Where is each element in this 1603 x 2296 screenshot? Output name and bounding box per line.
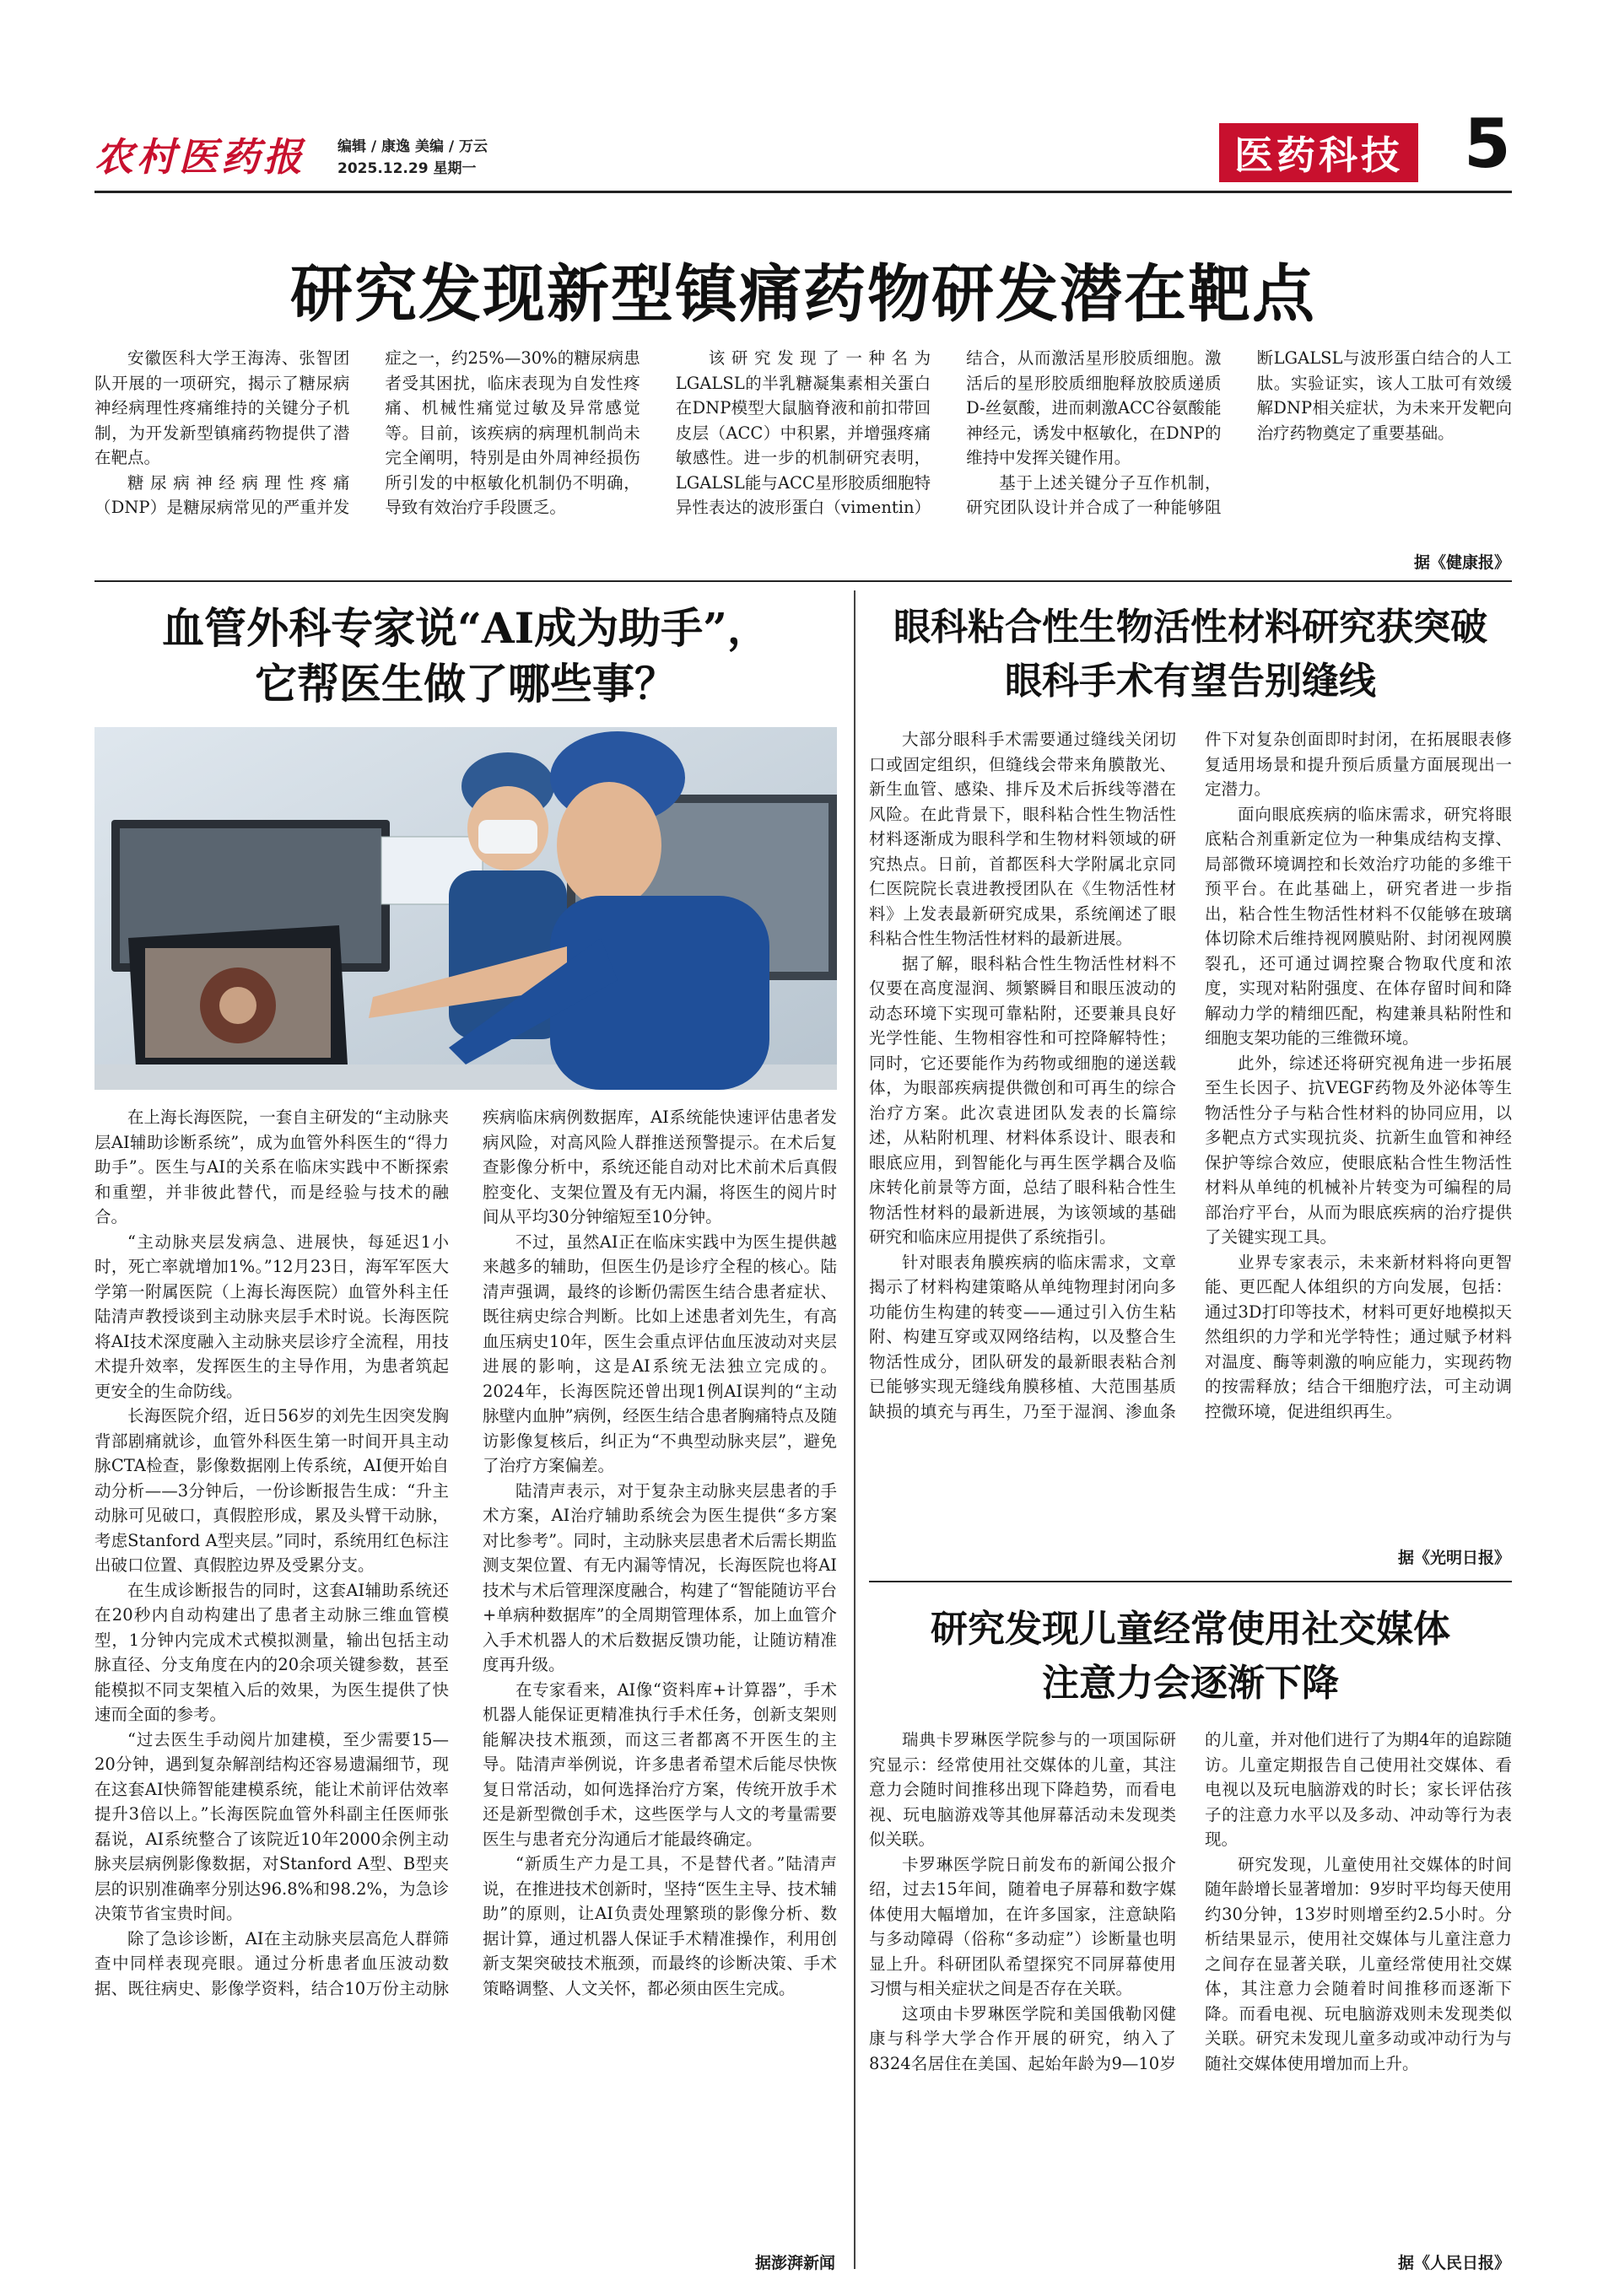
article1-paragraph: 糖尿病神经病理性疼痛（DNP）是糖尿病常见的严重并发症之一，约25%—30%的糖尿病患者受其困扰，临床表现为自发性疼痛、机械性痛觉过敏及异常感觉等。目前，该疾病的病理机制尚未完全阐明，特别是由外周神经损伤所引发的中枢敏化机制仍不明确，导致有效治疗手段匮乏。 (94, 348, 640, 517)
article2-photo (94, 727, 837, 1090)
article3-paragraph: 面向眼底疾病的临床需求，研究将眼底粘合剂重新定位为一种集成结构支撑、局部微环境调控和长效治疗功能的多维干预平台。在此基础上，研究者进一步指出，粘合性生物活性材料不仅能够在玻璃体切除术后维持视网膜贴附、封闭视网膜裂孔，还可通过调控聚合物取代度和浓度，实现对粘附强度、在体存留时间和降解动力学的精细匹配，构建兼具粘附性和细胞支架功能的三维微环境。 (1205, 804, 1512, 1048)
article4-body (869, 1727, 1512, 2242)
article2-paragraph: 除了急诊诊断，AI在主动脉夹层高危人群筛查中同样表现亮眼。通过分析患者血压波动数据、既往病史、影像学资料，结合10万份主动脉疾病临床病例数据库，AI系统能快速评估患者发病风险，对高风险人群推送预警提示。在术后复查影像分析中，系统还能自动对比术前术后真假腔变化、支架位置及有无内漏，将医生的阅片时间从平均30分钟缩短至10分钟。 (94, 1108, 837, 1998)
article2-title (94, 601, 837, 712)
article1-body (94, 346, 1512, 582)
article3-paragraph: 据了解，眼科粘合性生物活性材料不仅要在高度湿润、频繁瞬目和眼压波动的动态环境下实现可靠粘附，还要兼具良好光学性能、生物相容性和可控降解特性；同时，它还要能作为药物或细胞的递送载体，为眼部疾病提供微创和可再生的综合治疗方案。此次袁进团队发表的长篇综述，从粘附机理、材料体系设计、眼表和眼底应用，到智能化与再生医学耦合及临床转化前景等方面，总结了眼科粘合性生物活性材料的最新进展，为该领域的基础研究和临床应用提供了系统指引。 (869, 953, 1176, 1247)
article2-source: 据澎湃新闻 (754, 2254, 835, 2272)
editor-credits: 编辑 / 康逸 美编 / 万云 (337, 138, 488, 155)
article2-paragraph: 陆清声表示，对于复杂主动脉夹层患者的手术方案，AI治疗辅助系统会为医生提供“多方案对比参考”。同时，主动脉夹层患者术后需长期监测支架位置、有无内漏等情况，长海医院也将AI技术与术后管理深度融合，构建了“智能随访平台+单病种数据库”的全周期管理体系，加上血管介入手术机器人的术后数据反馈功能，让随访精准度再升级。 (483, 1480, 837, 1674)
article4-title-line1: 研究发现儿童经常使用社交媒体 (931, 1608, 1450, 1651)
article4-paragraph: 研究发现，儿童使用社交媒体的时间随年龄增长显著增加：9岁时平均每天使用约30分钟，13岁时则增至约2.5小时。分析结果显示，使用社交媒体与儿童注意力之间存在显著关联，儿童经常使用社交媒体，其注意力会随着时间推移而逐渐下降。而看电视、玩电脑游戏则未发现类似关联。研究未发现儿童多动或冲动行为与随社交媒体使用增加而上升。 (1205, 1854, 1512, 2073)
article2-paragraph: 长海医院介绍，近日56岁的刘先生因突发胸背部剧痛就诊，血管外科医生第一时间开具主动脉CTA检查，影像数据刚上传系统，AI便开始自动分析——3分钟后，一份诊断报告生成：“升主动脉可见破口，真假腔形成，累及头臂干动脉，考虑Stanford A型夹层。”同时，系统用红色标注出破口位置、真假腔边界及受累分支。 (94, 1406, 449, 1575)
section-divider (94, 580, 1512, 582)
section-divider (869, 1581, 1512, 1582)
article2-paragraph: 在上海长海医院，一套自主研发的“主动脉夹层AI辅助诊断系统”，成为血管外科医生的“得力助手”。医生与AI的关系在临床实践中不断探索和重塑，并非彼此替代，而是经验与技术的融合。 (94, 1108, 449, 1226)
article1-source: 据《健康报》 (1413, 553, 1510, 572)
article3-source: 据《光明日报》 (1397, 1549, 1510, 1567)
masthead-rule (94, 191, 1512, 193)
article2-paragraph: “新质生产力是工具，不是替代者。”陆清声说，在推进技术创新时，坚持“医生主导、技术辅助”的原则，让AI负责处理繁琐的影像分析、数据计算，通过机器人保证手术精准操作，利用创新支架突破技术瓶颈，而最终的诊断决策、手术策略调整、人文关怀，都必须由医生完成。 (483, 1854, 837, 1998)
article3-paragraph: 业界专家表示，未来新材料将向更智能、更匹配人体组织的方向发展，包括：通过3D打印等技术，材料可更好地模拟天然组织的力学和光学特性；通过赋予材料对温度、酶等刺激的响应能力，实现药物的按需释放；结合干细胞疗法，可主动调控微环境，促进组织再生。 (1205, 1252, 1512, 1421)
article2-paragraph: 不过，虽然AI正在临床实践中为医生提供越来越多的辅助，但医生仍是诊疗全程的核心。陆清声强调，最终的诊断仍需医生结合患者症状、既往病史综合判断。比如上述患者刘先生，有高血压病史10年，医生会重点评估血压波动对夹层进展的影响，这是AI系统无法独立完成的。2024年，长海医院还曾出现1例AI误判的“主动脉壁内血肿”病例，经医生结合患者胸痛特点及随访影像复核后，纠正为“不典型动脉夹层”，避免了治疗方案偏差。 (483, 1232, 837, 1475)
article2-title-line2: 它帮医生做了哪些事？ (255, 659, 677, 709)
newspaper-logo: 农村医药报 (94, 134, 305, 180)
article1-paragraph: 基于上述关键分子互作机制，研究团队设计并合成了一种能够阻断LGALSL与波形蛋白结合的人工肽。实验证实，该人工肽可有效缓解DNP相关症状，为未来开发靶向治疗药物奠定了重要基础。 (966, 348, 1512, 517)
article2-title-line1: 血管外科专家说“AI成为助手”， (162, 603, 769, 653)
article3-body (869, 727, 1512, 1571)
article2-paragraph: 在专家看来，AI像“资料库+计算器”，手术机器人能保证更精准执行手术任务，创新支架则能解决技术瓶颈，而这三者都离不开医生的主导。陆清声举例说，许多患者希望术后能尽快恢复日常活动，如何选择治疗方案，传统开放手术还是新型微创手术，这些医学与人文的考量需要医生与患者充分沟通后才能最终确定。 (483, 1679, 837, 1849)
article4-title-line2: 注意力会逐渐下降 (1042, 1662, 1339, 1705)
article3-paragraph: 针对眼表角膜疾病的临床需求，文章揭示了材料构建策略从单纯物理封闭向多功能仿生构建的转变——通过引入仿生粘附、构建互穿或双网络结构，以及整合生物活性成分，团队研发的最新眼表粘合剂已能够实现无缝线角膜移植、大范围基质缺损的填充与再生，乃至于湿润、渗血条件下对复杂创面即时封闭，在拓展眼表修复适用场景和提升预后质量方面展现出一定潜力。 (869, 730, 1512, 1421)
article4-paragraph: 卡罗琳医学院日前发布的新闻公报介绍，过去15年间，随着电子屏幕和数字媒体使用大幅增加，在许多国家，注意缺陷与多动障碍（俗称“多动症”）诊断量也明显上升。科研团队希望探究不同屏幕使用习惯与相关症状之间是否存在关联。 (869, 1854, 1176, 1998)
doctor-photo-illustration (94, 727, 837, 1090)
column-divider (854, 590, 855, 2269)
article4-source: 据《人民日报》 (1397, 2254, 1510, 2272)
section-tag: 医药科技 (1219, 123, 1418, 182)
article3-paragraph: 此外，综述还将研究视角进一步拓展至生长因子、抗VEGF药物及外泌体等生物活性分子与粘合性材料的协同应用，以多靶点方式实现抗炎、抗新生血管和神经保护等综合效应，使眼底粘合性生物活性材料从单纯的机械补片转变为可编程的局部治疗平台，从而为眼底疾病的治疗提供了关键实现工具。 (1205, 1053, 1512, 1247)
article3-title-line1: 眼科粘合性生物活性材料研究获突破 (893, 606, 1487, 649)
article4-paragraph: 瑞典卡罗琳医学院参与的一项国际研究显示：经常使用社交媒体的儿童，其注意力会随时间推移出现下降趋势，而看电视、玩电脑游戏等其他屏幕活动未发现类似关联。 (869, 1730, 1176, 1849)
article3-title (869, 601, 1512, 709)
article1-paragraph: 安徽医科大学王海涛、张智团队开展的一项研究，揭示了糖尿病神经病理性疼痛维持的关键分子机制，为开发新型镇痛药物提供了潜在靶点。 (94, 348, 350, 467)
article2-paragraph: “过去医生手动阅片加建模，至少需要15—20分钟，遇到复杂解剖结构还容易遗漏细节，现在这套AI快筛智能建模系统，能让术前评估效率提升3倍以上。”长海医院血管外科副主任医师张磊说，AI系统整合了该院近10年2000余例主动脉夹层病例影像数据，对Stanford A型、B型夹层的识别准确率分别达96.8%和98.2%，为急诊决策节省宝贵时间。 (94, 1729, 449, 1923)
article4-title (869, 1603, 1512, 1711)
article4-paragraph: 这项由卡罗琳医学院和美国俄勒冈健康与科学大学合作开展的研究，纳入了8324名居住在美国、起始年龄为9—10岁的儿童，并对他们进行了为期4年的追踪随访。儿童定期报告自己使用社交媒体、看电视以及玩电脑游戏的时长；家长评估孩子的注意力水平以及多动、冲动等行为表现。 (869, 1730, 1512, 2073)
article2-body (94, 1105, 837, 2269)
article1-paragraph: 该研究发现了一种名为LGALSL的半乳糖凝集素相关蛋白在DNP模型大鼠脑脊液和前扣带回皮层（ACC）中积累，并增强疼痛敏感性。进一步的机制研究表明，LGALSL能与ACC星形胶质细胞特异性表达的波形蛋白（vimentin）结合，从而激活星形胶质细胞。激活后的星形胶质细胞释放胶质递质D-丝氨酸，进而刺激ACC谷氨酸能神经元，诱发中枢敏化，在DNP的维持中发挥关键作用。 (675, 348, 1222, 517)
issue-date: 2025.12.29 星期一 (337, 160, 477, 177)
page-number: 5 (1464, 105, 1511, 183)
article2-paragraph: 在生成诊断报告的同时，这套AI辅助系统还在20秒内自动构建出了患者主动脉三维血管模型，1分钟内完成术式模拟测量，输出包括主动脉直径、分支角度在内的20余项关键参数，甚至能模拟不同支架植入后的效果，为医生提供了快速而全面的参考。 (94, 1580, 449, 1724)
article3-title-line2: 眼科手术有望告别缝线 (1005, 660, 1376, 703)
article2-paragraph: “主动脉夹层发病急、进展快，每延迟1小时，死亡率就增加1%。”12月23日，海军军医大学第一附属医院（上海长海医院）血管外科主任陆清声教授谈到主动脉夹层手术时说。长海医院将AI技术深度融入主动脉夹层诊疗全流程，用技术提升效率，发挥医生的主导作用，为患者筑起更安全的生命防线。 (94, 1232, 449, 1401)
article3-paragraph: 大部分眼科手术需要通过缝线关闭切口或固定组织，但缝线会带来角膜散光、新生血管、感染、排斥及术后拆线等潜在风险。在此背景下，眼科粘合性生物活性材料逐渐成为眼科学和生物材料领域的研究热点。日前，首都医科大学附属北京同仁医院院长袁进教授团队在《生物活性材料》上发表最新研究成果，系统阐述了眼科粘合性生物活性材料的最新进展。 (869, 730, 1176, 948)
article1-title: 研究发现新型镇痛药物研发潜在靶点 (290, 258, 1316, 331)
